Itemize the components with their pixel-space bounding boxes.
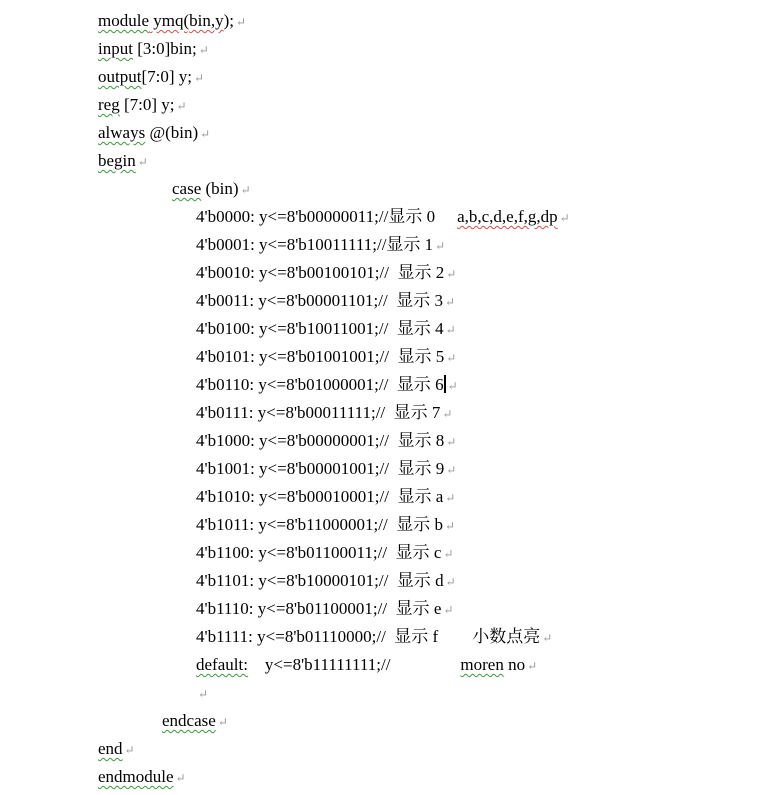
line-endmodule: endmodule ↵ bbox=[98, 767, 186, 786]
case-line: 4'b0111: y<=8'b00011111;// 显示 7 ↵ bbox=[196, 403, 453, 423]
case-line: 4'b0110: y<=8'b01000001;// 显示 6 ↵ bbox=[196, 375, 458, 395]
case-line: 4'b0011: y<=8'b00001101;// 显示 3 ↵ bbox=[196, 291, 455, 311]
paragraph-mark: ↵ bbox=[443, 603, 454, 617]
line-default: default: y<=8'b11111111;// moren no ↵ bbox=[196, 655, 538, 674]
case-line: 4'b0101: y<=8'b01001001;// 显示 5 ↵ bbox=[196, 347, 457, 367]
paragraph-mark: ↵ bbox=[444, 295, 455, 309]
paragraph-mark: ↵ bbox=[435, 239, 446, 253]
line-end: end ↵ bbox=[98, 739, 135, 758]
paragraph-mark: ↵ bbox=[446, 267, 457, 281]
case-line: 4'b0100: y<=8'b10011001;// 显示 4 ↵ bbox=[196, 319, 456, 339]
paragraph-mark: ↵ bbox=[444, 519, 455, 533]
case-line: 4'b1001: y<=8'b00001001;// 显示 9 ↵ bbox=[196, 459, 457, 479]
paragraph-mark: ↵ bbox=[446, 435, 457, 449]
case-line: 4'b1011: y<=8'b11000001;// 显示 b ↵ bbox=[196, 515, 455, 535]
paragraph-mark: ↵ bbox=[236, 15, 247, 29]
case-line: 4'b1111: y<=8'b01110000;// 显示 f 小数点亮 ↵ bbox=[196, 627, 553, 647]
case-line: 4'b0001: y<=8'b10011111;//显示 1 ↵ bbox=[196, 235, 446, 255]
case-line: 4'b0010: y<=8'b00100101;// 显示 2 ↵ bbox=[196, 263, 457, 283]
keyword-module: module bbox=[98, 11, 149, 30]
paragraph-mark: ↵ bbox=[447, 379, 458, 393]
text-cursor bbox=[444, 375, 446, 393]
paragraph-mark: ↵ bbox=[445, 323, 456, 337]
paragraph-mark: ↵ bbox=[446, 351, 457, 365]
line-always: always @(bin) ↵ bbox=[98, 123, 211, 142]
line-case: case (bin) ↵ bbox=[172, 179, 251, 198]
line-endcase: endcase ↵ bbox=[162, 711, 228, 730]
line-input: input [3:0]bin; ↵ bbox=[98, 39, 209, 58]
line-empty: ↵ bbox=[198, 687, 209, 701]
line-output: output[7:0] y; ↵ bbox=[98, 67, 205, 86]
paragraph-mark: ↵ bbox=[443, 547, 454, 561]
paragraph-mark: ↵ bbox=[442, 407, 453, 421]
case-line: 4'b1000: y<=8'b00000001;// 显示 8 ↵ bbox=[196, 431, 457, 451]
paragraph-mark: ↵ bbox=[445, 575, 456, 589]
line-reg: reg [7:0] y; ↵ bbox=[98, 95, 187, 114]
case-line: 4'b1100: y<=8'b01100011;// 显示 c ↵ bbox=[196, 543, 454, 563]
case-line: 4'b0000: y<=8'b00000011;//显示 0 a,b,c,d,e,f,g,dp ↵ bbox=[196, 207, 570, 227]
paragraph-mark: ↵ bbox=[559, 211, 570, 225]
line-begin: begin ↵ bbox=[98, 151, 148, 170]
paragraph-mark: ↵ bbox=[445, 491, 456, 505]
case-line: 4'b1010: y<=8'b00010001;// 显示 a ↵ bbox=[196, 487, 456, 507]
case-line: 4'b1110: y<=8'b01100001;// 显示 e ↵ bbox=[196, 599, 454, 619]
case-line: 4'b1101: y<=8'b10000101;// 显示 d ↵ bbox=[196, 571, 456, 591]
paragraph-mark: ↵ bbox=[446, 463, 457, 477]
line-module: module ymq(bin,y); ↵ bbox=[98, 11, 247, 30]
paragraph-mark: ↵ bbox=[542, 631, 553, 645]
